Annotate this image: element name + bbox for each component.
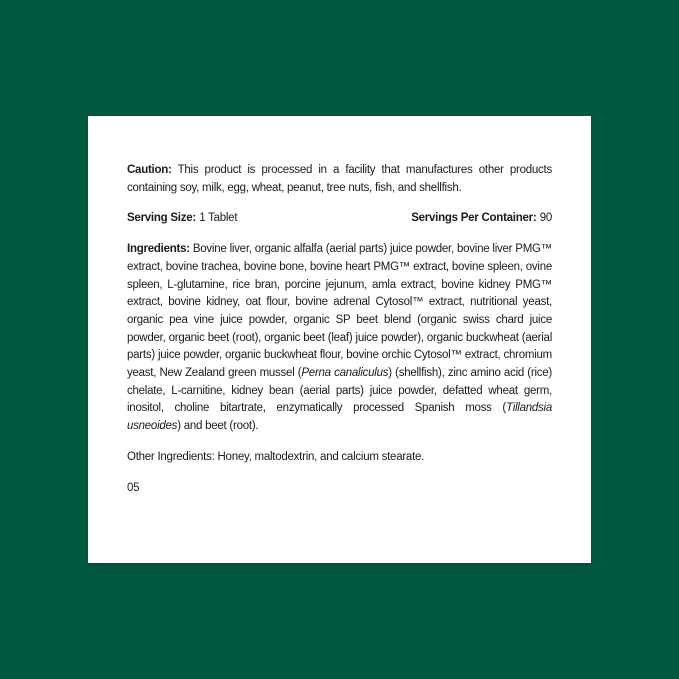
- serving-size: [127, 210, 237, 228]
- supplement-label-card: [88, 116, 591, 563]
- species-name-perna-canaliculus: Perna canaliculus: [301, 367, 389, 380]
- servings-per-container-value: 90: [539, 212, 552, 225]
- ingredients-text-3: ) and beet (root).: [177, 420, 259, 433]
- lot-code: 05: [127, 481, 140, 494]
- servings-per-container-label: Servings Per Container:: [411, 212, 537, 225]
- ingredients-heading: Ingredients:: [127, 243, 190, 256]
- species-name-tillandsia-usneoides: Tillandsia usneoides: [127, 402, 552, 433]
- servings-per-container: [411, 210, 552, 228]
- caution-paragraph: [127, 162, 552, 197]
- other-ingredients-line: Other Ingredients: Honey, maltodextrin, and calcium stearate.: [127, 450, 425, 463]
- ingredients-text-2: ) (shellfish), zinc amino acid (rice) chelate, L-carnitine, kidney bean (aerial parts) juice powder, defatted wheat germ, inositol, choline bitartrate, enzymatically processed Spanish moss (: [127, 367, 552, 415]
- serving-info-row: [127, 210, 552, 228]
- caution-text: This product is processed in a facility that manufactures other products containing soy, milk, egg, wheat, peanut, tree nuts, fish, and shellfish.: [127, 164, 552, 194]
- ingredients-text-1: Bovine liver, organic alfalfa (aerial parts) juice powder, bovine liver PMG™ extract, bovine trachea, bovine bone, bovine heart PMG™ extract, bovine spleen, ovine spleen, L-glutamine, rice bran, porcine jejunum, amla extract, bovine kidney PMG™ extract, bovine kidney, oat flour, bovine adrenal Cytosol™ extract, nutritional yeast, organic pea vine juice powder, organic SP beet blend (organic swiss chard juice powder, organic beet (root), organic beet (leaf) juice powder), organic buckwheat (aerial parts) juice powder, organic buckwheat flour, bovine orchic Cytosol™ extract, chromium yeast, New Zealand green mussel (: [127, 243, 552, 380]
- ingredients-paragraph: [127, 241, 552, 436]
- serving-size-value: 1 Tablet: [199, 212, 238, 225]
- serving-size-label: Serving Size:: [127, 212, 196, 225]
- caution-heading: Caution:: [127, 164, 172, 176]
